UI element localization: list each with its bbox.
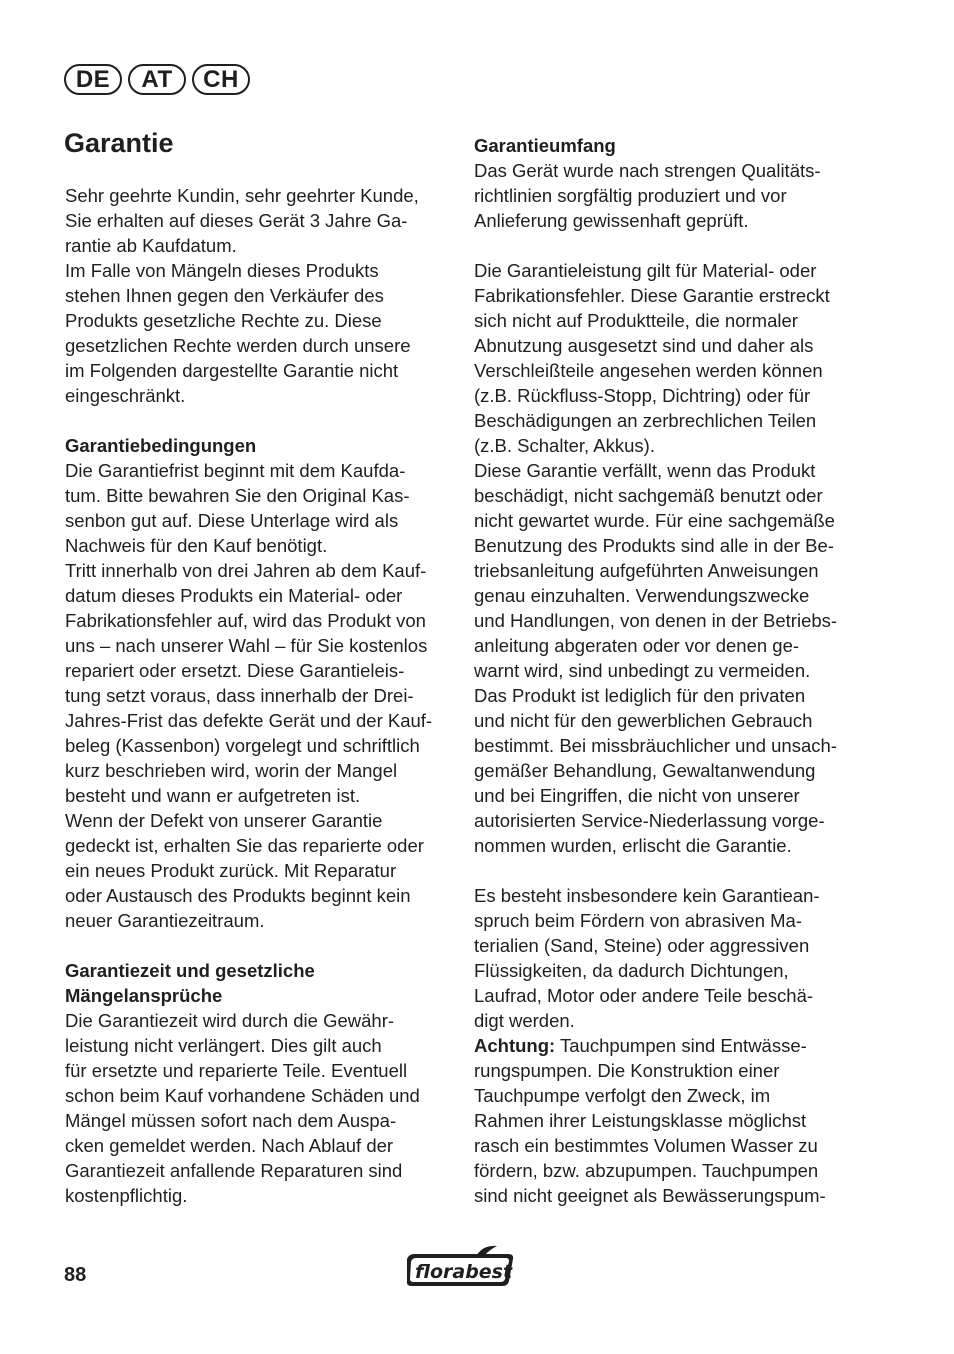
text-line: oder Austausch des Produkts beginnt kein <box>65 885 411 906</box>
text-line: Anlieferung gewissenhaft geprüft. <box>474 210 749 231</box>
warning-text: Tauchpumpen sind Entwässe- <box>555 1035 807 1056</box>
text-line: Im Falle von Mängeln dieses Produkts <box>65 260 379 281</box>
text-line: genau einzuhalten. Verwendungszwecke <box>474 585 810 606</box>
text-line: beleg (Kassenbon) vorgelegt und schriftlich <box>65 735 420 756</box>
text-line: warnt wird, sind unbedingt zu vermeiden. <box>474 660 811 681</box>
paragraph-gap <box>65 933 457 958</box>
text-line: Wenn der Defekt von unserer Garantie <box>65 810 383 831</box>
text-line: rantie ab Kaufdatum. <box>65 235 237 256</box>
paragraph-gap <box>65 408 457 433</box>
text-line: beschädigt, nicht sachgemäß benutzt oder <box>474 485 823 506</box>
paragraph-gap <box>474 858 866 883</box>
text-line: Beschädigungen an zerbrechlichen Teilen <box>474 410 817 431</box>
text-line: Laufrad, Motor oder andere Teile beschä- <box>474 985 814 1006</box>
text-line: Tritt innerhalb von drei Jahren ab dem Kauf- <box>65 560 427 581</box>
text-line: Es besteht insbesondere kein Garantiean- <box>474 885 820 906</box>
text-line: triebsanleitung aufgeführten Anweisungen <box>474 560 819 581</box>
text-line: rungspumpen. Die Konstruktion einer <box>474 1060 780 1081</box>
country-badge-at: AT <box>128 64 186 95</box>
text-line: Fabrikationsfehler. Diese Garantie erstreckt <box>474 285 830 306</box>
section-heading: Garantiezeit und gesetzliche <box>65 960 315 981</box>
text-line: und nicht für den gewerblichen Gebrauch <box>474 710 813 731</box>
text-line: rasch ein bestimmtes Volumen Wasser zu <box>474 1135 818 1156</box>
section-heading: Garantieumfang <box>474 135 616 156</box>
text-line: ein neues Produkt zurück. Mit Reparatur <box>65 860 397 881</box>
text-line: und bei Eingriffen, die nicht von unserer <box>474 785 800 806</box>
text-line: Jahres-Frist das defekte Gerät und der Kauf- <box>65 710 433 731</box>
text-line: Rahmen ihrer Leistungsklasse möglichst <box>474 1110 807 1131</box>
section-heading: Garantiebedingungen <box>65 435 257 456</box>
text-line: cken gemeldet werden. Nach Ablauf der <box>65 1135 394 1156</box>
text-line: senbon gut auf. Diese Unterlage wird als <box>65 510 399 531</box>
text-line: leistung nicht verlängert. Dies gilt auch <box>65 1035 382 1056</box>
text-line: terialien (Sand, Steine) oder aggressiven <box>474 935 810 956</box>
text-line: repariert oder ersetzt. Diese Garantieleis- <box>65 660 405 681</box>
country-badge-ch: CH <box>192 64 250 95</box>
text-line: Nachweis für den Kauf benötigt. <box>65 535 328 556</box>
text-line: uns – nach unserer Wahl – für Sie kostenlos <box>65 635 428 656</box>
text-line: autorisierten Service-Niederlassung vorge- <box>474 810 825 831</box>
text-line: Das Gerät wurde nach strengen Qualitäts- <box>474 160 821 181</box>
text-line: digt werden. <box>474 1010 575 1031</box>
country-badges <box>64 64 250 95</box>
text-line: tum. Bitte bewahren Sie den Original Kas- <box>65 485 410 506</box>
text-line: Verschleißteile angesehen werden können <box>474 360 823 381</box>
text-line: Garantiezeit anfallende Reparaturen sind <box>65 1160 403 1181</box>
text-line: (z.B. Schalter, Akkus). <box>474 435 655 456</box>
text-line: Das Produkt ist lediglich für den privaten <box>474 685 806 706</box>
text-line: für ersetzte und reparierte Teile. Eventuell <box>65 1060 408 1081</box>
text-line: nicht gewartet wurde. Für eine sachgemäße <box>474 510 835 531</box>
text-line: und Handlungen, von denen in der Betriebs- <box>474 610 838 631</box>
text-line: Tauchpumpe verfolgt den Zweck, im <box>474 1085 771 1106</box>
text-line: fördern, bzw. abzupumpen. Tauchpumpen <box>474 1160 819 1181</box>
text-line: Benutzung des Produkts sind alle in der Be- <box>474 535 834 556</box>
warning-label: Achtung: <box>474 1035 556 1056</box>
text-line: schon beim Kauf vorhandene Schäden und <box>65 1085 420 1106</box>
text-line: gedeckt ist, erhalten Sie das reparierte oder <box>65 835 424 856</box>
text-line: Die Garantieleistung gilt für Material- oder <box>474 260 817 281</box>
text-line: Sehr geehrte Kundin, sehr geehrter Kunde, <box>65 185 419 206</box>
text-line: Mängel müssen sofort nach dem Auspa- <box>65 1110 397 1131</box>
text-line: tung setzt voraus, dass innerhalb der Drei- <box>65 685 414 706</box>
text-line: Die Garantiefrist beginnt mit dem Kaufda- <box>65 460 406 481</box>
text-line: sind nicht geeignet als Bewässerungspum- <box>474 1185 826 1206</box>
text-line: kostenpflichtig. <box>65 1185 188 1206</box>
text-line: Sie erhalten auf dieses Gerät 3 Jahre Ga- <box>65 210 408 231</box>
text-line: Flüssigkeiten, da dadurch Dichtungen, <box>474 960 789 981</box>
text-line: bestimmt. Bei missbräuchlicher und unsach- <box>474 735 837 756</box>
text-line: Fabrikationsfehler auf, wird das Produkt von <box>65 610 426 631</box>
right-text-column <box>474 133 866 1208</box>
section-heading: Mängelansprüche <box>65 985 223 1006</box>
text-line: Produkts gesetzliche Rechte zu. Diese <box>65 310 382 331</box>
text-line: anleitung abgeraten oder vor denen ge- <box>474 635 800 656</box>
paragraph-gap <box>474 233 866 258</box>
text-line: im Folgenden dargestellte Garantie nicht <box>65 360 399 381</box>
text-line: Diese Garantie verfällt, wenn das Produkt <box>474 460 816 481</box>
text-line: nommen wurden, erlischt die Garantie. <box>474 835 792 856</box>
text-line: besteht und wann er aufgetreten ist. <box>65 785 361 806</box>
text-line: richtlinien sorgfältig produziert und vor <box>474 185 787 206</box>
page-title: Garantie <box>64 128 174 158</box>
page-number: 88 <box>64 1264 87 1286</box>
svg-text:florabest: florabest <box>415 1261 513 1283</box>
text-line: eingeschränkt. <box>65 385 186 406</box>
text-line: sich nicht auf Produktteile, die normaler <box>474 310 798 331</box>
text-line <box>474 1033 866 1058</box>
text-line: stehen Ihnen gegen den Verkäufer des <box>65 285 384 306</box>
text-line: neuer Garantiezeitraum. <box>65 910 265 931</box>
text-line: spruch beim Fördern von abrasiven Ma- <box>474 910 803 931</box>
text-line: Die Garantiezeit wird durch die Gewähr- <box>65 1010 395 1031</box>
text-line: gemäßer Behandlung, Gewaltanwendung <box>474 760 816 781</box>
text-line: gesetzlichen Rechte werden durch unsere <box>65 335 411 356</box>
florabest-logo <box>405 1245 519 1289</box>
text-line: (z.B. Rückfluss-Stopp, Dichtring) oder für <box>474 385 811 406</box>
text-line: kurz beschrieben wird, worin der Mangel <box>65 760 398 781</box>
country-badge-de: DE <box>64 64 122 95</box>
left-text-column <box>65 183 457 1208</box>
text-line: Abnutzung ausgesetzt sind und daher als <box>474 335 814 356</box>
text-line: datum dieses Produkts ein Material- oder <box>65 585 403 606</box>
